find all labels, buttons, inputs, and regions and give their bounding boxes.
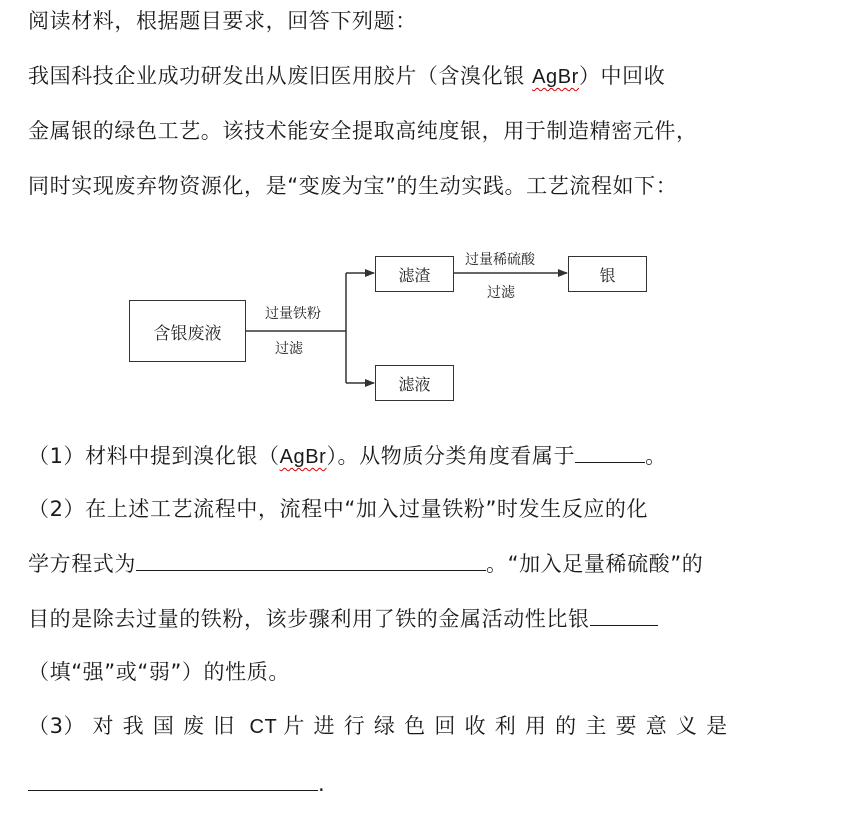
- flow-box-residue: 滤渣: [375, 256, 454, 292]
- passage-line-2: 金属银的绿色工艺。该技术能安全提取高纯度银，用于制造精密元件，: [28, 119, 698, 143]
- question-2-text: 学方程式为: [28, 552, 136, 576]
- question-3-line-2: [28, 768, 325, 799]
- step2-operation-label: 过滤: [487, 285, 515, 301]
- flow-box-start: 含银废液: [129, 300, 246, 362]
- question-3-line-1: [28, 711, 736, 742]
- passage-line-3: 同时实现废弃物资源化，是“变废为宝”的生动实践。工艺流程如下：: [28, 174, 678, 198]
- question-1-text: （1）材料中提到溴化银（: [28, 444, 280, 468]
- question-1-text-cont: ）。从物质分类角度看属于: [326, 444, 576, 468]
- agbr-formula: AgBr: [279, 446, 327, 468]
- flow-box-filtrate: 滤液: [375, 365, 454, 401]
- ct-abbreviation: CT: [249, 716, 278, 738]
- intro-text: 阅读材料，根据题目要求，回答下列题：: [28, 9, 417, 33]
- question-3-text-cont: 片进行绿色回收利用的主要意义是: [283, 714, 737, 738]
- answer-blank[interactable]: [590, 603, 658, 626]
- question-2-line-4: （填“强”或“弱”）的性质。: [28, 660, 290, 684]
- passage-line-1: [28, 61, 665, 92]
- passage-line-1-end: ）中回收: [578, 64, 666, 88]
- question-2-line-1: （2）在上述工艺流程中，流程中“加入过量铁粉”时发生反应的化: [28, 497, 649, 521]
- question-1: [28, 440, 667, 472]
- question-2-text-cont: 。“加入足量稀硫酸”的: [486, 552, 704, 576]
- question-2-line-2: [28, 548, 703, 579]
- flow-box-silver: 银: [568, 256, 647, 292]
- question-3-text: 对我国废旧: [92, 714, 244, 738]
- question-2-text: 目的是除去过量的铁粉，该步骤利用了铁的金属活动性比银: [28, 607, 590, 631]
- question-1-end: 。: [645, 444, 667, 468]
- step1-reagent-label: 过量铁粉: [265, 306, 321, 322]
- agbr-formula: AgBr: [532, 66, 579, 88]
- answer-blank[interactable]: [136, 548, 486, 571]
- question-3-number: （3）: [28, 714, 86, 738]
- step2-reagent-label: 过量稀硫酸: [465, 252, 535, 268]
- step1-operation-label: 过滤: [275, 341, 303, 357]
- question-2-line-3: [28, 603, 658, 634]
- answer-blank[interactable]: [575, 440, 645, 463]
- question-3-end: .: [318, 772, 326, 796]
- answer-blank[interactable]: [28, 768, 318, 791]
- passage-line-1-text: 我国科技企业成功研发出从废旧医用胶片（含溴化银: [28, 64, 533, 88]
